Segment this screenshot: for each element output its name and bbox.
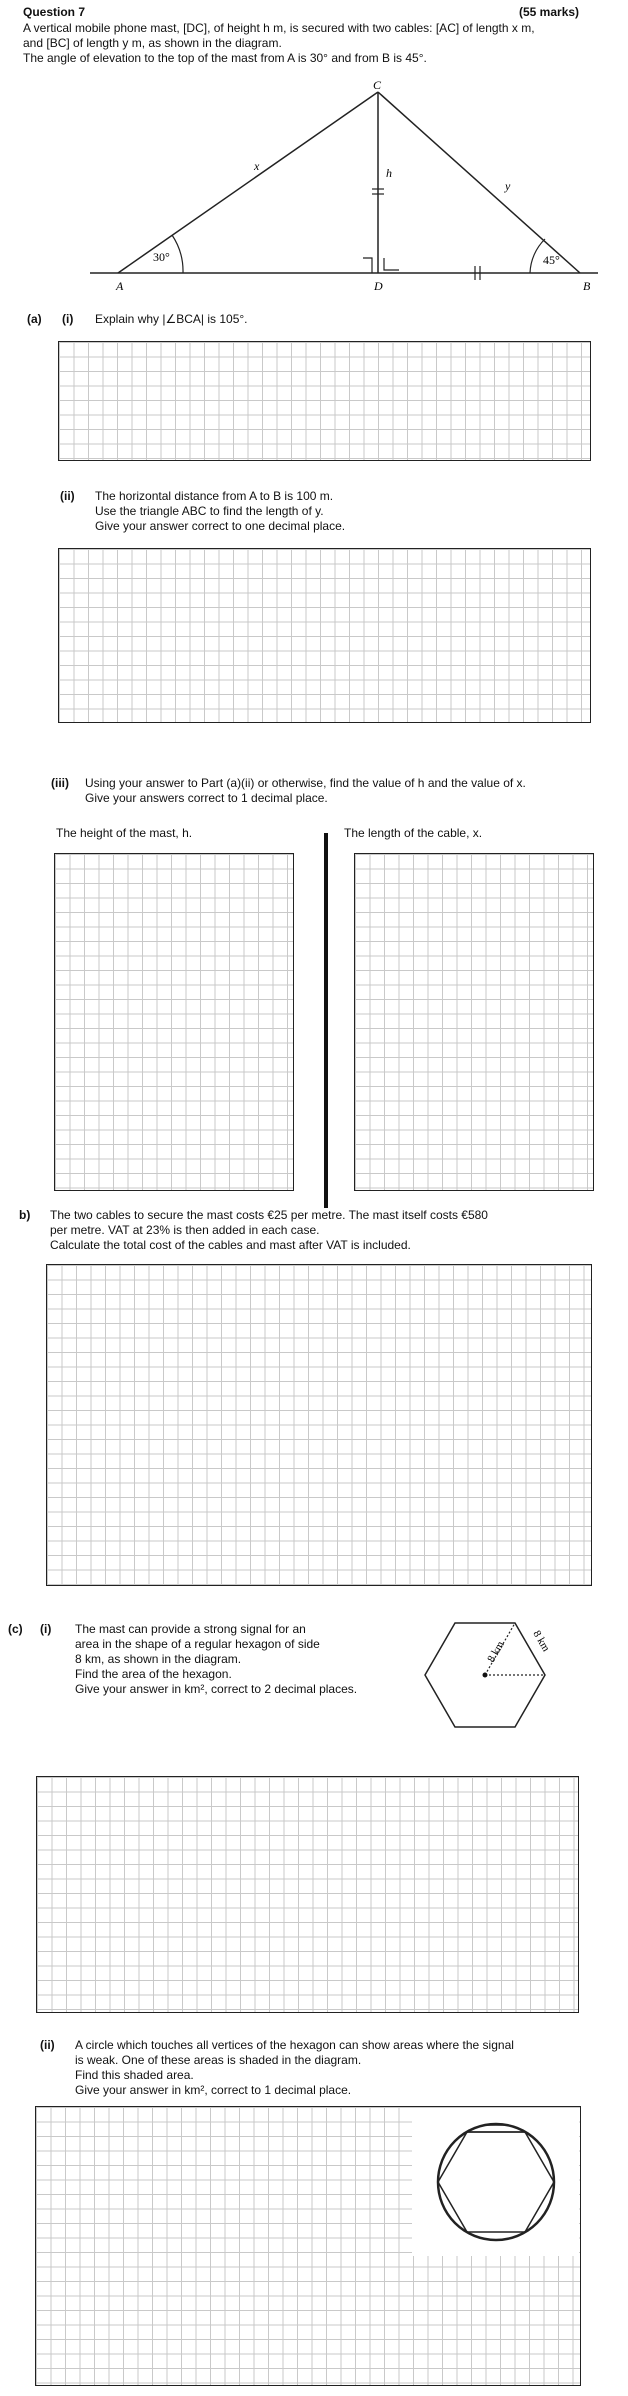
part-c-i-text — [75, 1622, 357, 1697]
part-a-i-text: Explain why |∠BCA| is 105°. — [95, 312, 248, 326]
height-label: The height of the mast, h. — [56, 826, 193, 840]
label-d: D — [374, 279, 383, 293]
part-a-ii-text — [95, 489, 345, 534]
answer-box-cable-length[interactable] — [354, 853, 594, 1191]
label-angle-a: 30° — [153, 250, 170, 264]
part-c-ii-line-3: Find this shaded area. — [75, 2068, 194, 2082]
part-c-ii-line-4: Give your answer in km², correct to 1 decimal place. — [75, 2083, 352, 2097]
intro-text — [23, 21, 623, 66]
part-c-ii-text — [75, 2038, 514, 2098]
answer-box-a-i[interactable] — [58, 341, 591, 461]
answer-box-b[interactable] — [46, 1264, 592, 1586]
hexagon-diagram — [400, 1605, 570, 1745]
label-angle-b: 45° — [543, 253, 560, 267]
inscribed-hexagon — [438, 2132, 554, 2232]
right-angle-left — [363, 258, 372, 273]
label-a: A — [116, 279, 124, 293]
label-b: B — [583, 279, 591, 293]
cable-ac — [118, 92, 378, 273]
part-a-i-num: (i) — [62, 312, 74, 326]
part-c-i-num: (i) — [40, 1622, 52, 1636]
mast-diagram — [0, 80, 628, 295]
part-c-i-line-2: area in the shape of a regular hexagon of side — [75, 1637, 320, 1651]
intro-line-3: The angle of elevation to the top of the mast from A is 30° and from B is 45°. — [23, 51, 427, 65]
part-a-iii-text — [85, 776, 526, 806]
part-a-ii-line-3: Give your answer correct to one decimal place. — [95, 519, 346, 533]
part-c-i-line-3: 8 km, as shown in the diagram. — [75, 1652, 242, 1666]
part-b-label: b) — [19, 1208, 31, 1222]
intro-line-1: A vertical mobile phone mast, [DC], of height h m, is secured with two cables: [AC] of length x m, — [23, 21, 535, 35]
part-b-line-1: The two cables to secure the mast costs €25 per metre. The mast itself costs €580 — [50, 1208, 488, 1222]
circle-hexagon-diagram — [412, 2108, 579, 2256]
part-c-i-line-4: Find the area of the hexagon. — [75, 1667, 232, 1681]
question-title: Question 7 — [23, 5, 86, 19]
part-b-line-3: Calculate the total cost of the cables and mast after VAT is included. — [50, 1238, 411, 1252]
cable-bc — [378, 92, 580, 273]
circumcircle — [438, 2124, 554, 2240]
hexagon-center-dot — [483, 1673, 488, 1678]
label-x: x — [254, 159, 260, 173]
part-c-ii-line-2: is weak. One of these areas is shaded in the diagram. — [75, 2053, 362, 2067]
answer-box-c-i[interactable] — [36, 1776, 579, 2013]
intro-line-2: and [BC] of length y m, as shown in the diagram. — [23, 36, 282, 50]
part-a-iii-num: (iii) — [51, 776, 69, 790]
question-marks: (55 marks) — [519, 5, 580, 19]
column-divider — [324, 833, 328, 1208]
part-c-i-line-1: The mast can provide a strong signal for an — [75, 1622, 306, 1636]
answer-box-a-ii[interactable] — [58, 548, 591, 723]
part-a-ii-num: (ii) — [60, 489, 75, 503]
part-a-label: (a) — [27, 312, 42, 326]
hexagon-side-label-1: 8 km — [485, 1639, 507, 1665]
cable-length-label: The length of the cable, x. — [344, 826, 483, 840]
part-a-ii-line-2: Use the triangle ABC to find the length of y. — [95, 504, 324, 518]
part-c-ii-line-1: A circle which touches all vertices of the hexagon can show areas where the signal — [75, 2038, 514, 2052]
right-angle-right — [384, 258, 399, 270]
part-b-line-2: per metre. VAT at 23% is then added in each case. — [50, 1223, 320, 1237]
hexagon-side-label-2: 8 km — [530, 1628, 552, 1654]
label-c: C — [373, 80, 382, 92]
part-c-label: (c) — [8, 1622, 23, 1636]
part-a-ii-line-1: The horizontal distance from A to B is 100 m. — [95, 489, 334, 503]
part-b-text — [50, 1208, 488, 1253]
part-a-iii-line-1: Using your answer to Part (a)(ii) or otherwise, find the value of h and the value of x. — [85, 776, 526, 790]
part-c-ii-num: (ii) — [40, 2038, 55, 2052]
label-y: y — [505, 179, 511, 193]
part-a-iii-line-2: Give your answers correct to 1 decimal place. — [85, 791, 328, 805]
angle-arc-a — [172, 235, 183, 273]
label-h: h — [386, 166, 392, 180]
answer-box-height[interactable] — [54, 853, 294, 1191]
part-c-i-line-5: Give your answer in km², correct to 2 decimal places. — [75, 1682, 358, 1696]
